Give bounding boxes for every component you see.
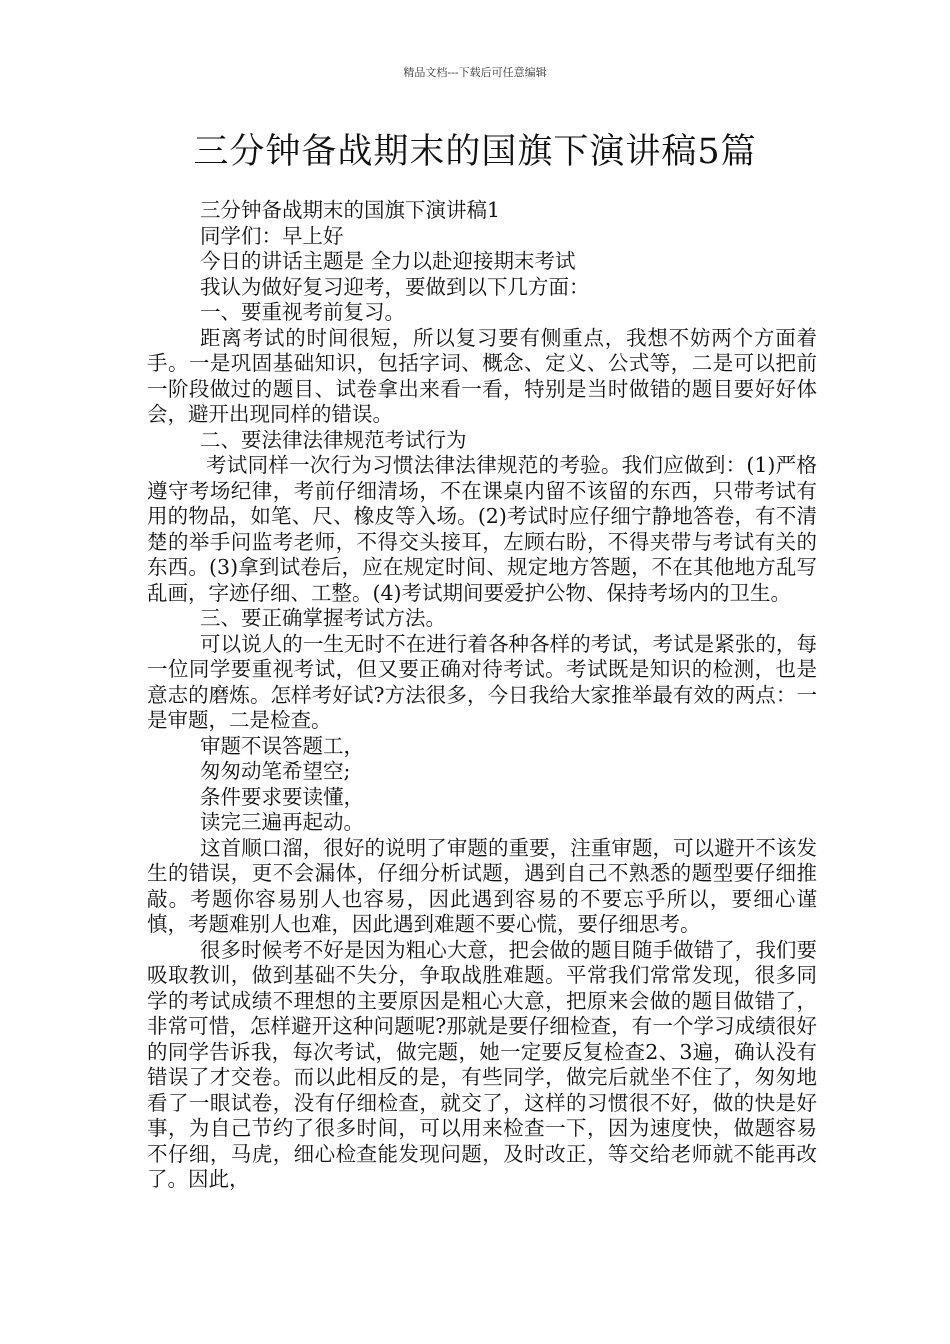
rhyme-line: 匆匆动笔希望空;	[200, 759, 351, 783]
paragraph: 很多时候考不好是因为粗心大意，把会做的题目随手做错了，我们要吸取教训，做到基础不失分，争取战胜难题。平常我们常常发现，很多同学的考试成绩不理想的主要原因是粗心大意，把原来会做的题目做错了，非常可惜，怎样避开这种问题呢?那就是要仔细检查，有一个学习成绩很好的同学告诉我，每次考试，做完题，她一定要反复检查2、3遍，确认没有错误了才交卷。而以此相反的是，有些同学，做完后就坐不住了，匆匆地看了一眼试卷，没有仔细检查，就交了，这样的习惯很不好，做的快是好事，为自己节约了很多时间，可以用来检查一下，因为速度快，做题容易不仔细，马虎，细心检查能发现问题，及时改正，等交给老师就不能再改了。因此，	[147, 937, 817, 1191]
intro-line: 我认为做好复习迎考，要做到以下几方面：	[200, 274, 590, 299]
rhyme-line: 条件要求要读懂，	[200, 784, 364, 809]
document-body	[147, 198, 817, 1193]
page-header: 精品文档---下载后可任意编辑	[403, 66, 547, 79]
paragraph: 考试同样一次行为习惯法律法律规范的考验。我们应做到：(1)严格遵守考场纪律，考前仔细清场，不在课桌内留不该留的东西，只带考试有用的物品，如笔、尺、橡皮等入场。(2)考试时应仔细宁静地答卷，有不清楚的举手问监考老师，不得交头接耳，左顾右盼，不得夹带与考试有关的东西。(3)拿到试卷后，应在规定时间、规定地方答题，不在其他地方乱写乱画，字迹仔细、工整。(4)考试期间要爱护公物、保持考场内的卫生。	[147, 453, 817, 605]
paragraph: 这首顺口溜，很好的说明了审题的重要，注重审题，可以避开不该发生的错误，更不会漏体，仔细分析试题，遇到自己不熟悉的题型要仔细推敲。考题你容易别人也容易，因此遇到容易的不要忘乎所以，要细心谨慎，考题难别人也难，因此遇到难题不要心慌，要仔细思考。	[147, 835, 817, 936]
speech-heading: 三分钟备战期末的国旗下演讲稿1	[200, 198, 501, 222]
section-heading-1: 一、要重视考前复习。	[200, 300, 405, 324]
paragraph: 距离考试的时间很短，所以复习要有侧重点，我想不妨两个方面着手。一是巩固基础知识，包括字词、概念、定义、公式等，二是可以把前一阶段做过的题目、试卷拿出来看一看，特别是当时做错的题目要好好体会，避开出现同样的错误。	[147, 325, 817, 426]
section-heading-2: 二、要法律法律规范考试行为	[200, 427, 467, 452]
rhyme-line: 读完三遍再起动。	[200, 810, 364, 834]
section-heading-3: 三、要正确掌握考试方法。	[200, 606, 446, 630]
document-title: 三分钟备战期末的国旗下演讲稿5篇	[193, 132, 757, 172]
greeting: 同学们：早上好	[200, 223, 344, 248]
paragraph: 可以说人的一生无时不在进行着各种各样的考试，考试是紧张的，每一位同学要重视考试，但又要正确对待考试。考试既是知识的检测，也是意志的磨炼。怎样考好试?方法很多，今日我给大家推举最有效的两点：一是审题，二是检查。	[147, 631, 817, 732]
topic-line: 今日的讲话主题是 全力以赴迎接期末考试	[200, 249, 576, 273]
rhyme-line: 审题不误答题工，	[200, 733, 364, 758]
